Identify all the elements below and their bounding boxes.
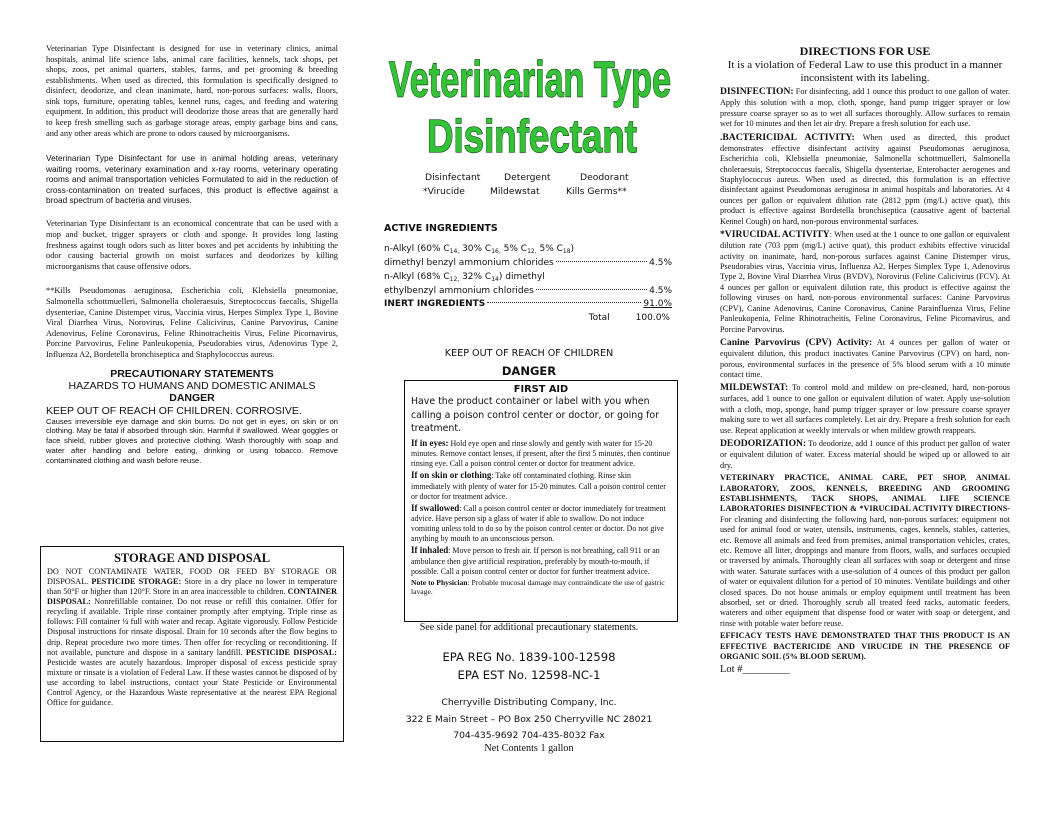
virucidal-activity: *VIRUCIDAL ACTIVITY: When used at the 1 ounce to one gallon or equivalent dilution rate (703 ppm (mg/L) active quat), this product exhibits effective virucidal activity on inanimate, hard, non-porous surfaces against Canine Distemper virus, Pseudorabies virus, Vaccinia virus, Influenza A2, Herpes Simplex Type 1, Adenovirus Type 2, Bovine Viral Diarrhea Virus (BVDV), Norovirus (Feline Calicivirus (FCV). At 4 ounces per gallon or equivalent dilution rate, this product is effective against the following viruses on hard, non-porous environmental surfaces: Canine Parvovirus (CPV), Canine Adenovirus, Canine Coronavirus, Canine Parainfluenza Virus, Feline Panleukopenia, Feline Rhinotracheitis, Feline Coronavirus, Feline Picornavirus, and Porcine Parvovirus.: [720, 229, 1010, 334]
logo-line-2: Disinfectant: [427, 111, 637, 163]
ingredient-2-line-2: ethylbenzyl ammonium chlorides 4.5%: [384, 285, 672, 299]
disinfection-directions: DISINFECTION: For disinfecting, add 1 ounce this product to one gallon of water. Apply this solution with a mop, cloth, sponge, hand pump trigger sprayer or low pressure coarse sprayer so as to wet all surfaces thoroughly. Allow surfaces to remain wet for 10 minutes and then let air dry. Prepare a fresh solution for each use.: [720, 86, 1010, 129]
pesticide-storage-text: Store in a dry place no lower in temperature than 50°F or higher than 120°F. Store in an area inaccessible to children.: [47, 577, 338, 597]
precautionary-danger: DANGER: [169, 392, 215, 405]
first-aid-swallowed: If swallowed: Call a poison control center or doctor immediately for treatment advice. Have person sip a glass of water if able to swallow. Do not induce vomiting unless told to do so by the poison control center or doctor. Do not give anything by mouth to an unconscious person.: [411, 502, 666, 544]
directions-subtitle: It is a violation of Federal Law to use this product in a manner inconsistent with its labeling.: [727, 59, 1003, 84]
inert-percent: 91.0%: [643, 299, 672, 310]
container-disposal-text: Nonrefillable container. Do not reuse or refill this container. Offer for recycling if available. Triple rinse container promptly after emptying. Triple rinse as follows: Fill container ¼ full with water and recap. Agitate vigorously. Follow Pesticide Disposal instructions for rinsate disposal. Drain for 10 seconds after the flow begins to drip. Repeat procedure two more times. Then offer for recycling or reconditioning. If not available, puncture and dispose in a sanitary landfill.: [47, 597, 338, 657]
net-contents: Net Contents 1 gallon: [484, 743, 574, 754]
deodorization-directions: DEODORIZATION: To deodorize, add 1 ounce of this product per gallon of water or equivalent dilution of water. Excess material should be wiped up or allowed to air dry.: [720, 438, 1010, 470]
description-paragraph-3: Veterinarian Type Disinfectant is an economical concentrate that can be used with a mop and bucket, trigger sprayers or cloth and sponge. It provides long lasting freshness against tough odors such as litter boxes and pet accidents by inhibiting the odor causing bacterial growth on moist surfaces and deodorizes by killing microorganisms that cause offensive odors.: [46, 219, 338, 271]
feature-detergent: Detergent: [504, 172, 551, 183]
feature-virucide: *Virucide: [423, 186, 465, 197]
mildewstat-directions: MILDEWSTAT: To control mold and mildew on pre-cleaned, hard, non-porous surfaces, add 1 ounce to one gallon or equivalent dilution of water. Apply use-solution with a cloth, mop, sponge, hand pump trigger sprayer or low pressure coarse sprayer making sure to wet all surfaces completely. Let air dry. Prepare a fresh solution for each use. Repeat application at weekly intervals or when mildew growth reappears.: [720, 382, 1010, 435]
note-to-physician: Note to Physician: Probable mucosal damage may contraindicate the use of gastric lavage.: [411, 577, 665, 597]
ingredient-1-percent: 4.5%: [649, 257, 672, 268]
epa-est-number: EPA EST No. 12598-NC-1: [457, 668, 601, 682]
left-panel: [46, 44, 338, 466]
logo-line-1: Veterinarian Type: [389, 51, 671, 108]
feature-disinfectant: Disinfectant: [425, 172, 481, 183]
feature-kills-germs: Kills Germs**: [566, 186, 627, 197]
directions-panel: [720, 44, 1010, 675]
first-aid-inhaled: If inhaled: Move person to fresh air. If person is not breathing, call 911 or an ambulance then give artificial respiration, preferably by mouth-to-mouth, if possible. Call a poison control center or doctor for further treatment advice.: [411, 545, 660, 576]
bactericidal-activity: .BACTERICIDAL ACTIVITY: When used as directed, this product demonstrates effective disinfectant activity against Pseudomonas aeruginosa, Escherichia coli, Klebsiella pneumoniae, Salmonella schottmuelleri, Salmonella choleraesuis, Streptococcus faecalis, Shigella dysenteriae, Enterobacter aerogenes and Staphylococcus aureus. When used as directed, this formulation is an effective disinfectant against Pseudomonas aeruginosa in animal hospitals and laboratories. At 4 ounces per gallon or equivalent dilution rate (2812 ppm (mg/L) active quat), this product is effective against Bordetella bronchiseptica (causative agent of bacterial Kennel Cough) on hard, non-porous environmental surfaces.: [720, 131, 1010, 226]
inert-ingredients-row: INERT INGREDIENTS 91.0%: [384, 298, 672, 312]
keep-out-corrosive: KEEP OUT OF REACH OF CHILDREN. CORROSIVE.: [46, 404, 302, 417]
ingredient-1-line-1: n-Alkyl (60% $C_{14,}$ 30% $C_{16,}$ 5% $C_{12,}$ 5% $C_{18}$): [384, 243, 575, 255]
veterinary-directions: VETERINARY PRACTICE, ANIMAL CARE, PET SHOP, ANIMAL LABORATORY, ZOOS, KENNELS, BREEDING AND GROOMING ESTABLISHMENTS, TACK SHOPS, ANIMAL LIFE SCIENCE LABORATORIES DISINFECTION & *VIRUCIDAL ACTIVITY DIRECTIONS- For cleaning and disinfecting the following hard, non-porous surfaces: equipment not used for animal food or water, utensils, instruments, cages, kennels, stables, catteries, etc. Remove all animals and feed from premises, animal transportation vehicles, crates, etc. Remove all litter, droppings and manure from floors, walls, and surfaces occupied or traversed by animals. Thoroughly clean all surfaces with soap or detergent and rinse with water. Saturate surfaces with a use-solution of 4 ounces of this product per gallon of water or equivalent dilution for a period of 10 minutes. Ventilate buildings and other closed spaces. Do not house animals or employ equipment until treatment has been absorbed, set or dried. Thoroughly scrub all treated feed racks, automatic feeders, waterers and other equipment that dispense food or water with soap or detergent, and rinse with potable water before reuse.: [720, 473, 1010, 628]
ingredient-2-line-1: n-Alkyl (68% $C_{12,}$ 32% $C_{14}$) dimethyl: [384, 271, 545, 283]
total-percent: 100.0%: [635, 313, 670, 324]
precautionary-body: Causes irreversible eye damage and skin burns. Do not get in eyes, on skin or on clothing. May be fatal if absorbed through skin. Harmful if swallowed. Wear goggles or face shield, rubber gloves and protective clothing. Wash thoroughly with soap and water after handling and before eating, drinking or using tobacco. Remove contaminated clothing and wash before reuse.: [46, 416, 338, 466]
company-phones: 704-435-9692 704-435-8032 Fax: [453, 730, 605, 741]
hazards-heading: HAZARDS TO HUMANS AND DOMESTIC ANIMALS: [68, 380, 316, 393]
storage-intro: DO NOT CONTAMINATE WATER, FOOD OR FEED BY STORAGE OR DISPOSAL.: [47, 567, 337, 587]
storage-disposal-box: [40, 546, 344, 742]
pesticide-storage-label: PESTICIDE STORAGE:: [91, 577, 182, 587]
total-row: Total 100.0%: [384, 312, 672, 326]
keep-out-of-reach: KEEP OUT OF REACH OF CHILDREN: [444, 348, 614, 359]
epa-reg-number: EPA REG No. 1839-100-12598: [442, 650, 616, 664]
kills-list-paragraph: **Kills Pseudomonas aeruginosa, Escherichia coli, Klebsiella pneumoniae, Salmonella schottmuelleri, Salmonella choleraesuis, Streptococcus faecalis, Shigella dysenteriae, Canine Distemper virus, Vaccinia virus, Herpes Simplex Type 1, Bovine Viral Diarrhea Virus, Norovirus, Feline Calicivirus, Canine Parvovirus, Canine Adenovirus, Feline Coronavirus, Feline Rhinotracheitis Virus, Feline Picornavirus, Porcine Parvovirus, Feline Panleukopenia, Pseudorabies virus, Adenovirus Type 2, Influenza A2, Bordetella bronchiseptica and Staphylococcus aureus.: [46, 286, 338, 359]
first-aid-skin: If on skin or clothing: Take off contaminated clothing. Rinse skin immediately with plenty of water for 15-20 minutes. Call a poison control center or doctor for treatment advice.: [411, 470, 666, 501]
first-aid-eyes: If in eyes: Hold eye open and rinse slowly and gently with water for 15-20 minutes. Remove contact lenses, if present, after the first 5 minutes, then continue rinsing eye. Call a poison control center or doctor for treatment advice.: [411, 437, 671, 469]
company-address: 322 E Main Street – PO Box 250 Cherryville NC 28021: [405, 714, 653, 725]
first-aid-intro: Have the product container or label with you when calling a poison control center or doctor, or going for treatment.: [411, 396, 660, 435]
product-logo: [382, 44, 678, 164]
ingredient-1-line-2: dimethyl benzyl ammonium chlorides 4.5%: [384, 257, 672, 271]
feature-deodorant: Deodorant: [580, 172, 629, 183]
active-ingredients: [384, 222, 672, 326]
feature-mildewstat: Mildewstat: [490, 186, 540, 197]
precautionary-title: PRECAUTIONARY STATEMENTS: [110, 368, 274, 381]
description-paragraph-1: Veterinarian Type Disinfectant is designed for use in veterinary clinics, animal hospitals, animal life science labs, animal care facilities, kennels, tack shops, pet shops, zoos, pet animal quarters, stables, farms, and pet grooming & breeding establishments. When used as directed, this formulation is specifically designed to disinfect, deodorize, and clean inanimate, hard, non-porous surfaces: walls, floors, sink tops, furniture, operating tables, kennel runs, cages, and feeding and watering equipment. In addition, this product will deodorize those areas that are generally hard to keep fresh smelling such as garbage storage areas, empty garbage bins and cans, and any other areas which are prone to odors caused by microorganisms.: [46, 44, 338, 138]
parvovirus-activity: Canine Parvovirus (CPV) Activity: At 4 ounces per gallon of water or equivalent dilution, this product inactivates Canine Parvovirus (CPV) on hard, non-porous, environmental surfaces in the presence of 5% blood serum with a 10 minute contact time.: [720, 336, 1010, 379]
signal-word-danger: DANGER: [501, 364, 557, 378]
first-aid-box: [404, 380, 678, 622]
lot-number: Lot #_________: [720, 664, 790, 676]
description-paragraph-2: Veterinarian Type Disinfectant for use in animal holding areas, veterinary waiting rooms, veterinary examination and x-ray rooms, veterinary operating rooms and animal transportation vehicles Formulated to aid in the reduction of cross-contamination on treated surfaces, this product is effective against a broad spectrum of bacteria and viruses.: [46, 153, 338, 206]
first-aid-title: FIRST AID: [513, 384, 569, 395]
storage-title: STORAGE AND DISPOSAL: [113, 551, 271, 565]
see-side-panel-note: See side panel for additional precautionary statements.: [419, 622, 639, 633]
efficacy-statement: EFFICACY TESTS HAVE DEMONSTRATED THAT THIS PRODUCT IS AN EFFECTIVE BACTERICIDE AND VIRUCIDE IN THE PRESENCE OF ORGANIC SOIL (5% BLOOD SERUM).: [720, 631, 1010, 661]
pesticide-disposal-text: Pesticide wastes are acutely hazardous. Improper disposal of excess pesticide spray mixture or rinsate is a violation of Federal Law. If these wastes cannot be disposed of by use according to label instructions, contact your State Pesticide or Environmental Control Agency, or the Hazardous Waste representative at the nearest EPA Regional Office for guidance.: [47, 657, 337, 708]
ingredient-2-percent: 4.5%: [649, 285, 672, 296]
container-disposal-label: CONTAINER DISPOSAL:: [47, 587, 338, 607]
pesticide-disposal-label: PESTICIDE DISPOSAL:: [245, 647, 338, 657]
company-name: Cherryville Distributing Company, Inc.: [441, 697, 617, 708]
active-ingredients-title: ACTIVE INGREDIENTS: [384, 223, 498, 234]
directions-title: DIRECTIONS FOR USE: [799, 44, 931, 58]
